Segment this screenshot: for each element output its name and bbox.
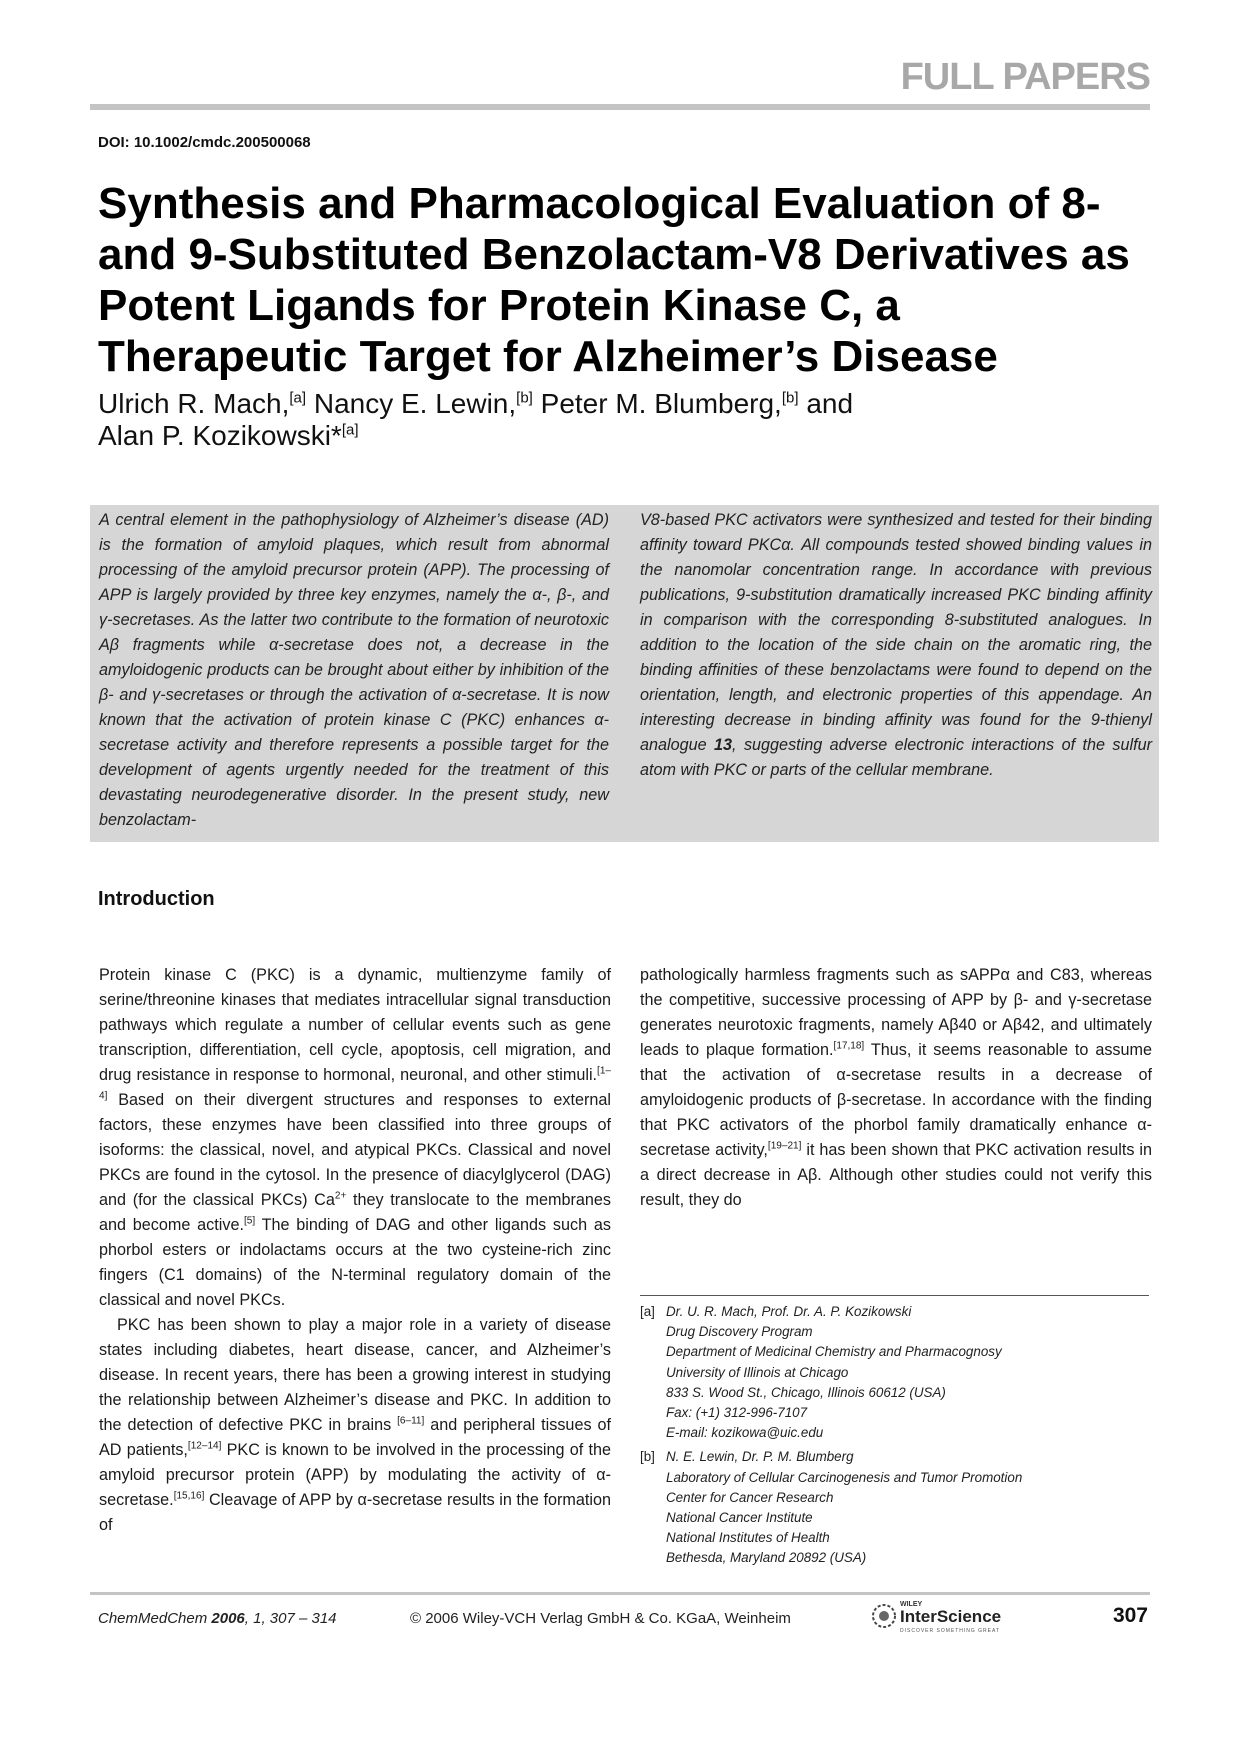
- email-link[interactable]: E-mail: kozikowa@uic.edu: [666, 1425, 824, 1441]
- text: PKC is known to be involved in the processing of the amyloid precursor protein (APP) by modulating the activity of α-secretase.: [99, 1441, 611, 1509]
- journal-year: 2006: [211, 1610, 245, 1627]
- citation-ref[interactable]: [17,18]: [833, 1040, 865, 1052]
- affiliation-footnotes: [640, 1302, 1149, 1573]
- citation-ref[interactable]: [15,16]: [173, 1490, 205, 1502]
- footnote-rule: [640, 1295, 1149, 1296]
- footnote-line: National Cancer Institute: [666, 1510, 813, 1526]
- text: Based on their divergent structures and responses to external factors, these enzymes have been classified into three groups of isoforms: the classical, novel, and atypical PKCs. Classical and novel PKCs are found in the cytosol. In the presence of diacylglycerol (DAG) and (for the classical PKCs) Ca: [99, 1091, 611, 1209]
- author-name[interactable]: Nancy E. Lewin,: [313, 388, 517, 419]
- text: they translocate to the membranes and become active.: [99, 1191, 611, 1234]
- author-list: [98, 388, 1098, 452]
- journal-citation: [98, 1610, 337, 1627]
- author-name[interactable]: Ulrich R. Mach,: [98, 388, 290, 419]
- footnote-line: Laboratory of Cellular Carcinogenesis and Tumor Promotion: [666, 1469, 1023, 1485]
- footnote-line: N. E. Lewin, Dr. P. M. Blumberg: [666, 1449, 854, 1465]
- abstract-left-column: A central element in the pathophysiology of Alzheimer’s disease (AD) is the formation of amyloid plaques, which result from abnormal processing of the amyloid precursor protein (APP). The processing of APP is largely provided by three key enzymes, namely the α-, β-, and γ-secretases. As the latter two contribute to the formation of neurotoxic Aβ fragments while α-secretase does not, a decrease in the amyloidogenic products can be brought about either by inhibition of the β- and γ-secretases or through the activation of α-secretase. It is now known that the activation of protein kinase C (PKC) enhances α-secretase activity and therefore represents a possible target for the development of agents urgently needed for the treatment of this devastating neurodegenerative disorder. In the present study, new benzolactam-: [99, 511, 609, 829]
- author-affiliation: [a]: [341, 421, 359, 439]
- footnote-tag: [a]: [640, 1304, 655, 1319]
- text: it has been shown that PKC activation results in a direct decrease in Aβ. Although other studies could not verify this result, they do: [640, 1141, 1153, 1209]
- footnote-b: [640, 1447, 1149, 1568]
- text: pathologically harmless fragments such as sAPPα and C83, whereas the competitive, successive processing of APP by β- and γ-secretase generates neurotoxic fragments, namely Aβ40 or Aβ42, and ultimately leads to plaque formation.: [640, 966, 1152, 1059]
- abstract-text: V8-based PKC activators were synthesized and tested for their binding affinity toward PKCα. All compounds tested showed binding values in the nanomolar concentration range. In accordance with previous publications, 9-substitution dramatically increased PKC binding affinity in comparison with the corresponding 8-substituted analogues. In addition to the location of the side chain on the aromatic ring, the binding affinities of these benzolactams were found to depend on the orientation, length, and electronic properties of this appendage. An interesting decrease in binding affinity was found for the 9-thienyl analogue: [640, 511, 1152, 754]
- footnote-line: Dr. U. R. Mach, Prof. Dr. A. P. Kozikowski: [666, 1304, 912, 1319]
- author-affiliation: [a]: [289, 389, 307, 407]
- footnote-line: Fax: (+1) 312-996-7107: [666, 1405, 808, 1421]
- globe-core-icon: [879, 1611, 889, 1621]
- author-name[interactable]: Alan P. Kozikowski*: [98, 420, 342, 451]
- text: The binding of DAG and other ligands such as phorbol esters or indolactams occurs at the two cysteine-rich zinc fingers (C1 domains) of the N-terminal regulatory domain of the classical and novel PKCs.: [99, 1216, 611, 1309]
- body-right-column: [640, 963, 1152, 1213]
- logo-main-text: InterScience: [900, 1607, 1002, 1626]
- citation-ref[interactable]: [6–11]: [397, 1415, 425, 1427]
- section-heading-introduction: Introduction: [98, 888, 215, 910]
- author-name[interactable]: Peter M. Blumberg,: [540, 388, 782, 419]
- footnote-line: National Institutes of Health: [666, 1530, 830, 1546]
- paragraph: [99, 963, 611, 1313]
- footnote-line: Center for Cancer Research: [666, 1489, 834, 1505]
- paragraph: [640, 963, 1152, 1213]
- citation-ref[interactable]: [19–21]: [767, 1140, 802, 1152]
- abstract-text: , suggesting adverse electronic interactions of the sulfur atom with PKC or parts of the cellular membrane.: [640, 736, 1152, 779]
- interscience-logo[interactable]: [870, 1596, 1050, 1636]
- copyright: © 2006 Wiley-VCH Verlag GmbH & Co. KGaA, Weinheim: [410, 1610, 791, 1627]
- footnote-line: Department of Medicinal Chemistry and Pharmacognosy: [666, 1344, 1002, 1360]
- text: PKC has been shown to play a major role in a variety of disease states including diabetes, heart disease, cancer, and Alzheimer’s disease. In recent years, there has been a growing interest in studying the relationship between Alzheimer’s disease and PKC. In addition to the detection of defective PKC in brains: [99, 1316, 611, 1434]
- author-affiliation: [b]: [781, 389, 799, 407]
- page-number: 307: [1112, 1604, 1148, 1627]
- footnote-a: [640, 1302, 1149, 1443]
- text: Protein kinase C (PKC) is a dynamic, multienzyme family of serine/threonine kinases that mediates intracellular signal transduction pathways which regulate a number of cellular events such as gene transcription, differentiation, cell cycle, apoptosis, cell migration, and drug resistance in response to hormonal, neuronal, and other stimuli.: [99, 966, 611, 1084]
- logo-small-text: WILEY: [900, 1601, 923, 1608]
- footnote-line: 833 S. Wood St., Chicago, Illinois 60612 (USA): [666, 1384, 946, 1400]
- superscript: 2+: [334, 1190, 347, 1202]
- paper-title: Synthesis and Pharmacological Evaluation of 8- and 9-Substituted Benzolactam-V8 Derivatives as Potent Ligands for Protein Kinase C, a Therapeutic Target for Alzheimer’s Disease: [98, 179, 1130, 381]
- body-left-column: [99, 963, 611, 1538]
- logo-tagline: DISCOVER SOMETHING GREAT: [900, 1628, 1001, 1634]
- doi[interactable]: DOI: 10.1002/cmdc.200500068: [98, 134, 311, 151]
- compound-number: 13: [714, 736, 733, 754]
- footnote-line: University of Illinois at Chicago: [666, 1364, 849, 1380]
- paragraph: [99, 1313, 611, 1538]
- author-conjunction: and: [806, 388, 854, 419]
- text: Cleavage of APP by α-secretase results in the formation of: [99, 1491, 611, 1534]
- journal-name: ChemMedChem: [98, 1610, 208, 1627]
- header-rule: [90, 104, 1150, 110]
- author-affiliation: [b]: [516, 389, 533, 407]
- citation-ref[interactable]: [12–14]: [187, 1440, 222, 1452]
- journal-volume-pages: , 1, 307 – 314: [244, 1610, 337, 1627]
- abstract-right-column: [640, 508, 1152, 783]
- citation-ref[interactable]: [5]: [243, 1215, 256, 1227]
- citation-ref[interactable]: [1–4]: [99, 1065, 611, 1102]
- footnote-tag: [b]: [640, 1449, 655, 1465]
- footnote-line: Drug Discovery Program: [666, 1324, 813, 1340]
- footer-rule: [90, 1592, 1150, 1595]
- footnote-line: Bethesda, Maryland 20892 (USA): [666, 1550, 867, 1566]
- text: and peripheral tissues of AD patients,: [99, 1416, 611, 1459]
- section-label: FULL PAPERS: [900, 56, 1150, 98]
- text: Thus, it seems reasonable to assume that the activation of α-secretase results in a decrease of amyloidogenic products of β-secretase. In accordance with the finding that PKC activators of the phorbol family dramatically enhance α-secretase activity,: [640, 1041, 1152, 1159]
